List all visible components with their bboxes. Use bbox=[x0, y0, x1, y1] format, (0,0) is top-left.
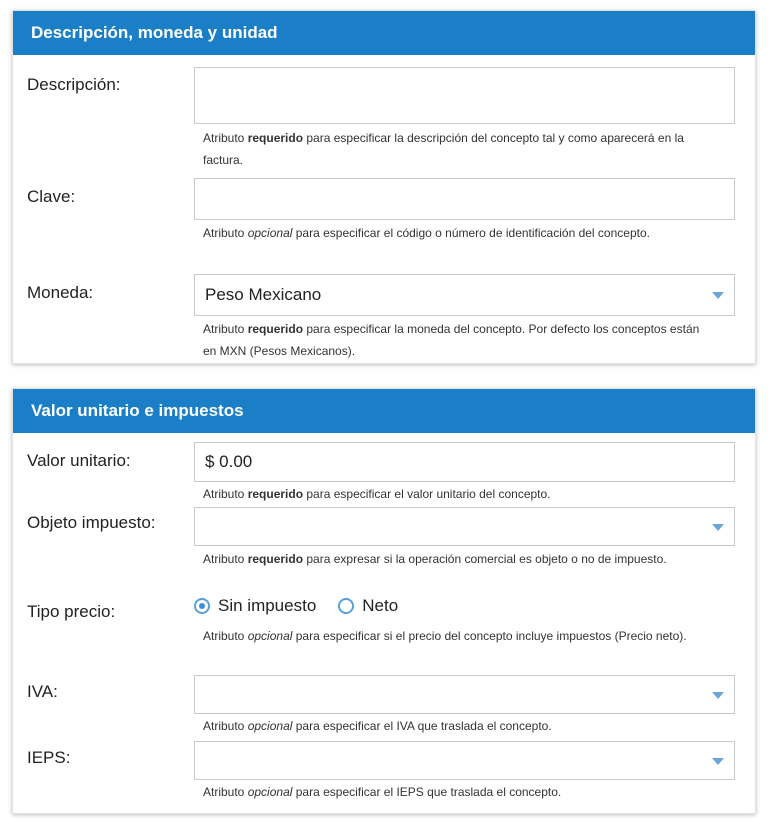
radio-sin-impuesto[interactable] bbox=[194, 596, 316, 616]
iva-label: IVA: bbox=[27, 682, 58, 701]
ieps-label: IEPS: bbox=[27, 748, 71, 767]
panel-descripcion-moneda bbox=[12, 10, 756, 364]
moneda-label: Moneda: bbox=[27, 283, 94, 302]
radio-checked-icon[interactable] bbox=[194, 598, 210, 614]
tipo-precio-label: Tipo precio: bbox=[27, 602, 116, 621]
valor-unitario-value: $ 0.00 bbox=[205, 452, 253, 471]
radio-unchecked-icon[interactable] bbox=[338, 598, 354, 614]
moneda-select[interactable] bbox=[194, 274, 735, 316]
descripcion-label: Descripción: bbox=[27, 75, 121, 94]
objeto-impuesto-label: Objeto impuesto: bbox=[27, 513, 156, 532]
objeto-impuesto-select[interactable] bbox=[194, 507, 735, 546]
tipo-precio-radio-group bbox=[194, 596, 420, 616]
chevron-down-icon bbox=[712, 292, 724, 299]
clave-help: Atributo opcional para especificar el código o número de identificación del concepto. bbox=[203, 226, 650, 240]
iva-select[interactable] bbox=[194, 675, 735, 714]
ieps-help: Atributo opcional para especificar el IEPS que traslada el concepto. bbox=[203, 785, 562, 799]
chevron-down-icon bbox=[712, 524, 724, 531]
panel-valor-impuestos bbox=[12, 388, 756, 814]
valor-unitario-label: Valor unitario: bbox=[27, 451, 131, 470]
ieps-select[interactable] bbox=[194, 741, 735, 780]
tipo-precio-help: Atributo opcional para especificar si el precio del concepto incluye impuestos (Precio neto). bbox=[203, 629, 687, 643]
moneda-selected-value: Peso Mexicano bbox=[205, 285, 322, 304]
chevron-down-icon bbox=[712, 692, 724, 699]
valor-unitario-help: Atributo requerido para especificar el valor unitario del concepto. bbox=[203, 487, 551, 501]
panel-title: Valor unitario e impuestos bbox=[13, 389, 755, 433]
moneda-help: Atributo requerido para especificar la moneda del concepto. Por defecto los conceptos están en MXN (Pesos Mexicanos). bbox=[203, 322, 700, 358]
descripcion-input[interactable] bbox=[194, 67, 735, 124]
panel-title: Descripción, moneda y unidad bbox=[13, 11, 755, 55]
clave-label: Clave: bbox=[27, 187, 76, 206]
objeto-impuesto-help: Atributo requerido para expresar si la operación comercial es objeto o no de impuesto. bbox=[203, 552, 667, 566]
radio-neto-label: Neto bbox=[362, 596, 399, 615]
chevron-down-icon bbox=[712, 758, 724, 765]
clave-input[interactable] bbox=[194, 178, 735, 220]
iva-help: Atributo opcional para especificar el IVA que traslada el concepto. bbox=[203, 719, 552, 733]
descripcion-help: Atributo requerido para especificar la descripción del concepto tal y como aparecerá en la factura. bbox=[203, 131, 684, 167]
valor-unitario-input[interactable] bbox=[194, 442, 735, 482]
radio-sin-impuesto-label: Sin impuesto bbox=[218, 596, 317, 615]
radio-neto[interactable] bbox=[338, 596, 398, 616]
